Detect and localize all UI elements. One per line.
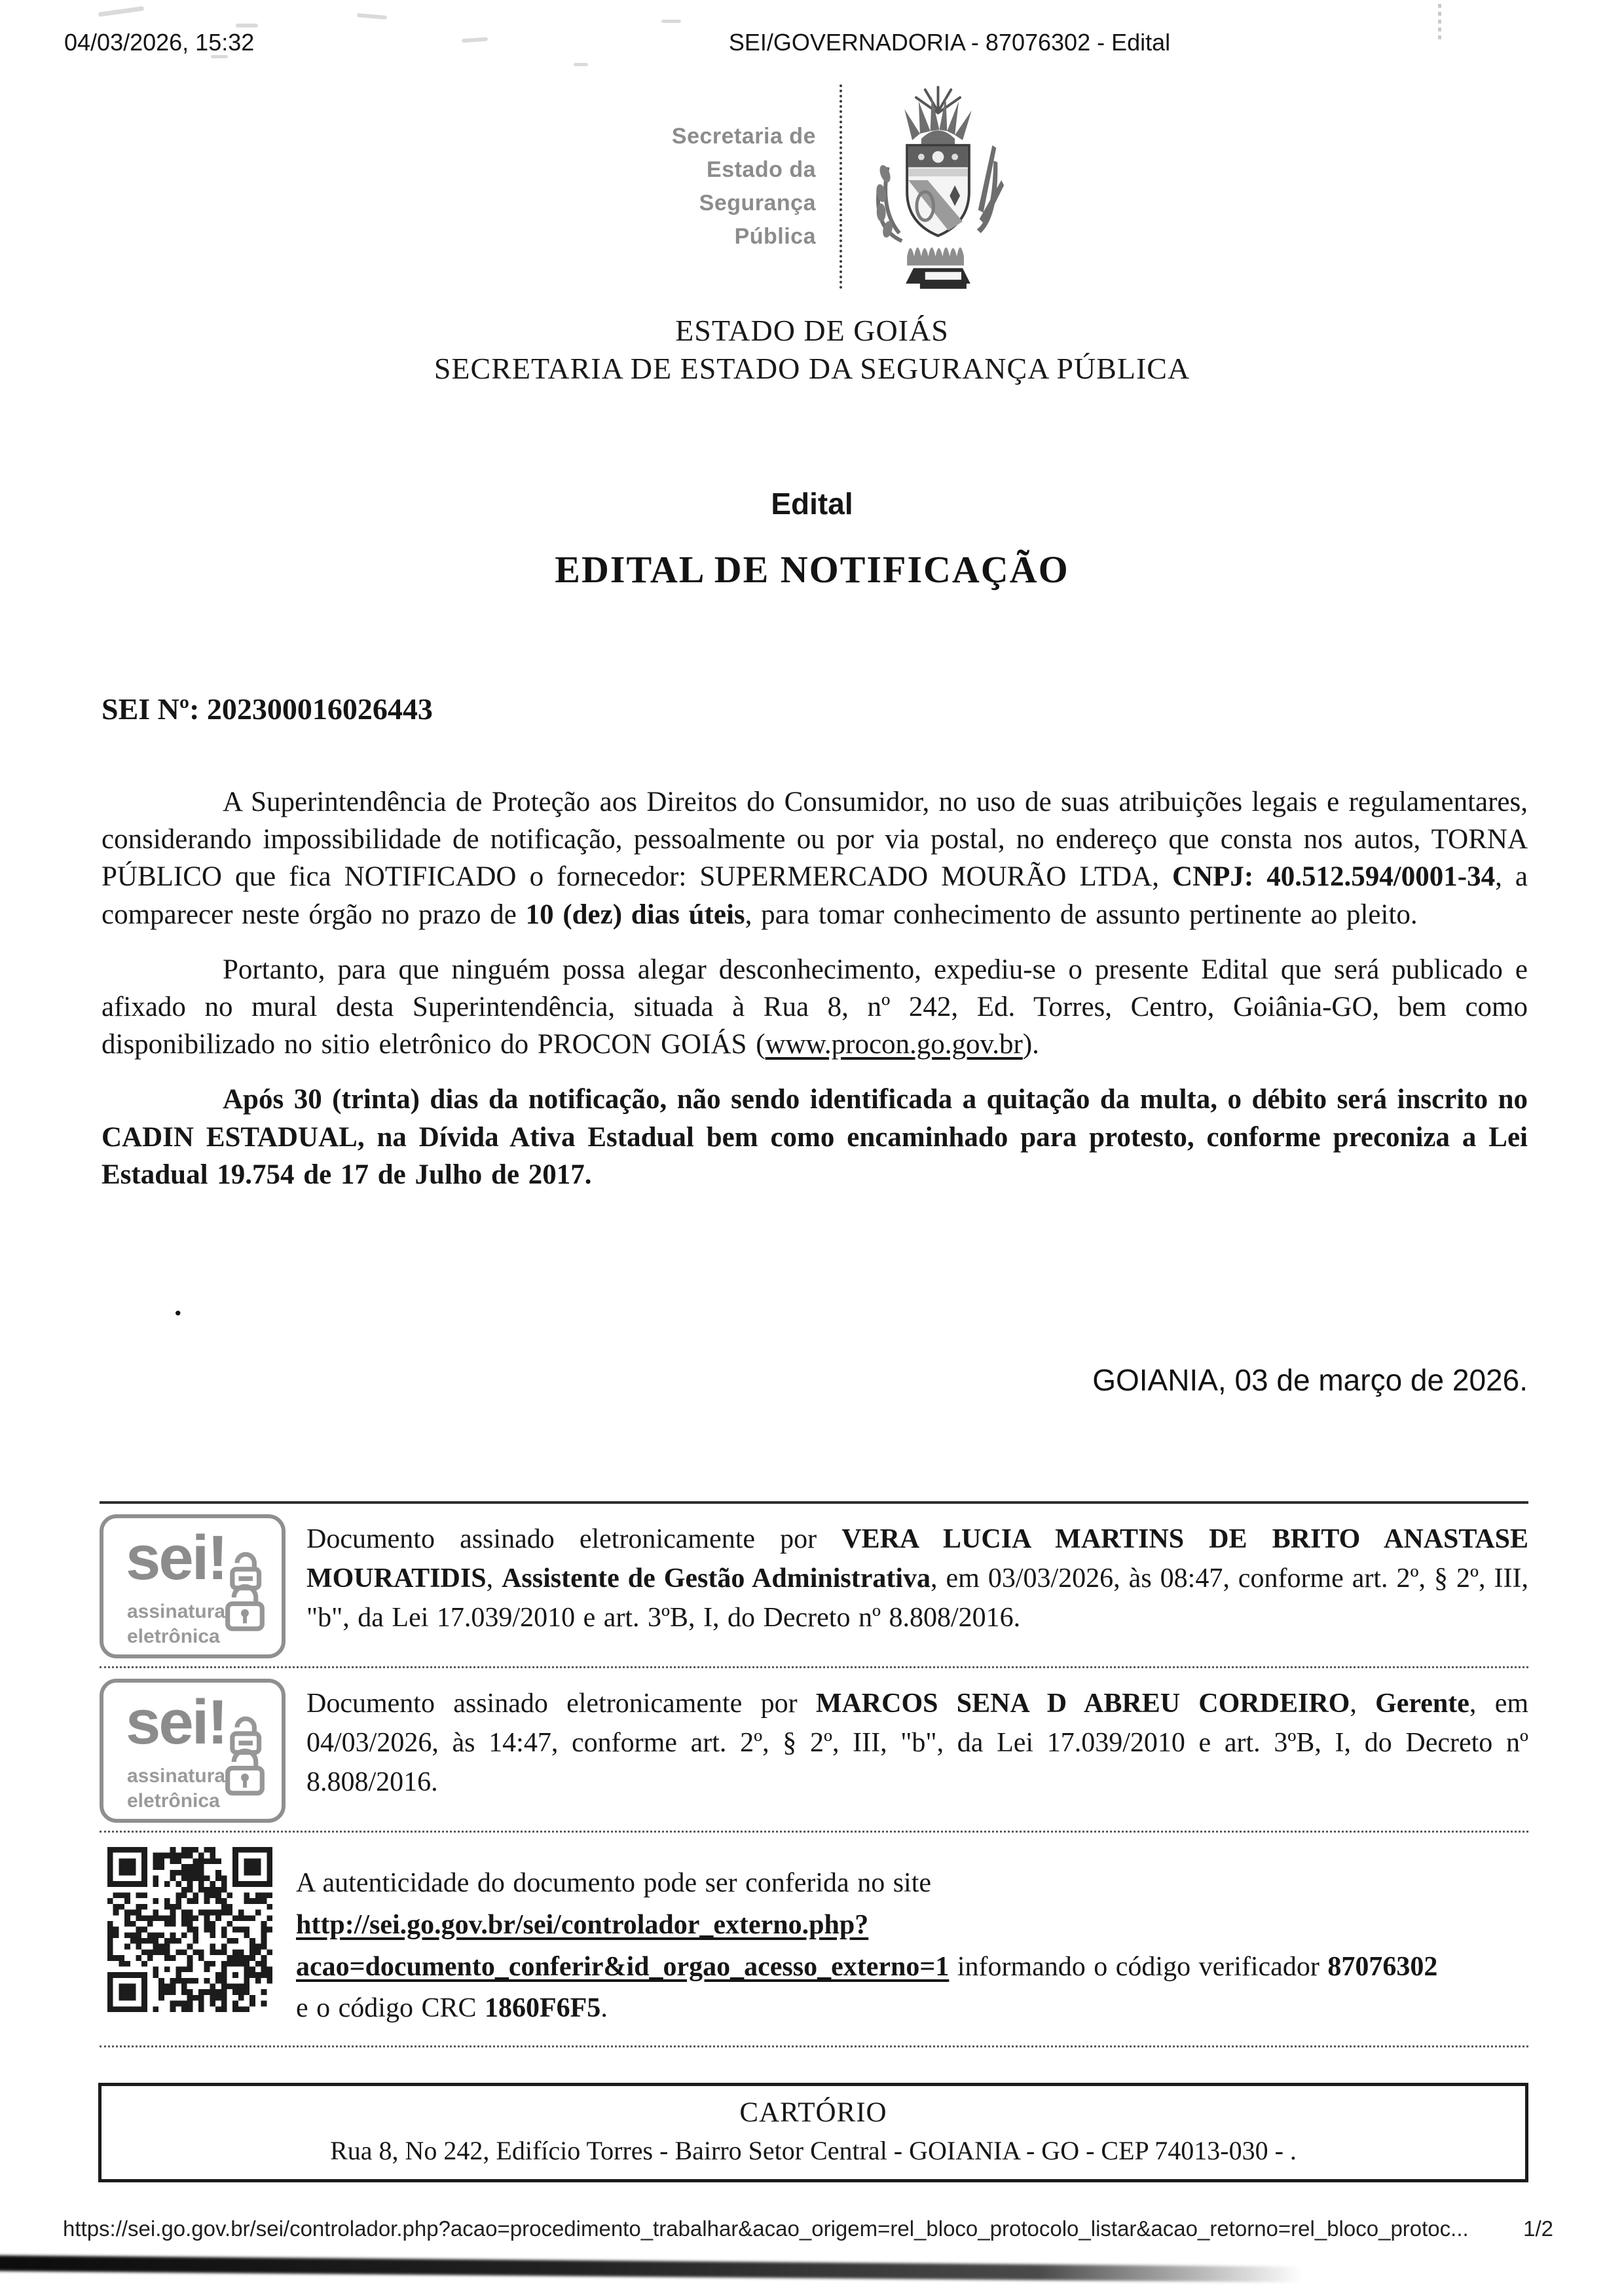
cartorio-title: CARTÓRIO — [739, 2097, 887, 2128]
logo-text-line: Estado da — [707, 157, 816, 182]
edital-body — [101, 783, 1528, 1211]
page-title: EDITAL DE NOTIFICAÇÃO — [555, 548, 1069, 591]
logo-text-line: Segurança — [699, 191, 816, 215]
signature-block — [100, 1504, 1528, 1666]
padlock-icon — [219, 1546, 271, 1633]
body-paragraph: A Superintendência de Proteção aos Direitos do Consumidor, no uso de suas atribuições legais e regulamentares, considerando impossibilidade de notificação, pessoalmente ou por via postal, no endereço que consta nos autos, TORNA PÚBLICO que fica NOTIFICADO o fornecedor: SUPERMERCADO MOURÃO LTDA, CNPJ: 40.512.594/0001-34, a comparecer neste órgão no prazo de 10 (dez) dias úteis, para tomar conhecimento de assunto pertinente ao pleito. — [101, 787, 1528, 930]
verification-text: A autenticidade do documento pode ser conferida no site http://sei.go.gov.br/sei/controlador_externo.php? acao=documento_conferir&id_orgao_acesso_externo=1 informando o código verificador 87076302 e o código CRC 1860F6F5. — [296, 1868, 1438, 2024]
scan-speck — [661, 20, 681, 23]
footer-url: https://sei.go.gov.br/sei/controlador.php?acao=procedimento_trabalhar&acao_origem=rel_bloco_protocolo_listar&acao_retorno=rel_bloco_protoc... — [63, 2216, 1469, 2241]
sei-badge-subtitle-line: eletrônica — [127, 1625, 220, 1647]
body-paragraph: Portanto, para que ninguém possa alegar desconhecimento, expediu-se o presente Edital que será publicado e afixado no mural desta Superintendência, situada à Rua 8, nº 242, Ed. Torres, Centro, Goiânia-GO, bem como disponibilizado no sitio eletrônico do PROCON GOIÁS (www.procon.go.gov.br). — [101, 954, 1528, 1060]
document-reference-header: SEI/GOVERNADORIA - 87076302 - Edital — [728, 29, 1171, 56]
logo-text-line: Secretaria de — [671, 124, 816, 149]
sei-brand: sei! — [126, 1523, 227, 1593]
sei-number: SEI Nº: 202300016026443 — [101, 692, 433, 726]
divider — [100, 2045, 1528, 2047]
agency-logo-block — [0, 83, 1585, 291]
sei-badge-subtitle — [127, 1599, 225, 1649]
sei-brand: sei! — [126, 1687, 227, 1757]
scan-shadow-artifact — [0, 2255, 1303, 2283]
scan-speck — [357, 13, 387, 20]
org-name-state: ESTADO DE GOIÁS — [675, 314, 949, 347]
place-date-line: GOIANIA, 03 de março de 2026. — [1092, 1363, 1528, 1397]
cartorio-address: Rua 8, No 242, Edifício Torres - Bairro Setor Central - GOIANIA - GO - CEP 74013-030 - . — [330, 2136, 1297, 2165]
scan-speck — [574, 63, 588, 66]
qr-code — [107, 1847, 272, 2012]
signature-block — [100, 1668, 1528, 1831]
signature-text: Documento assinado eletronicamente por VERA LUCIA MARTINS DE BRITO ANASTASE MOURATIDIS, Assistente de Gestão Administrativa, em 03/03/2026, às 08:47, conforme art. 2º, § 2º, III, "b", da Lei 17.039/2010 e art. 3ºB, I, do Decreto nº 8.808/2016. — [306, 1524, 1528, 1633]
cartorio-box — [98, 2083, 1528, 2182]
sei-badge-subtitle — [127, 1764, 225, 1813]
org-name-secretariat: SECRETARIA DE ESTADO DA SEGURANÇA PÚBLICA — [434, 352, 1190, 385]
sei-signature-badge — [100, 1514, 286, 1658]
sei-badge-subtitle-line: assinatura — [127, 1765, 226, 1787]
verification-block — [100, 1833, 1528, 2045]
secretariat-logo-text — [534, 120, 816, 253]
document-kind-label: Edital — [771, 487, 853, 521]
signature-text: Documento assinado eletronicamente por MARCOS SENA D ABREU CORDEIRO, Gerente, em 04/03/2026, às 14:47, conforme art. 2º, § 2º, III, "b", da Lei 17.039/2010 e art. 3ºB, I, do Decreto nº 8.808/2016. — [306, 1689, 1528, 1798]
coat-of-arms-icon — [866, 83, 1011, 291]
sei-signature-badge — [100, 1679, 286, 1823]
scan-speck — [236, 24, 258, 28]
scan-speck — [98, 6, 144, 17]
footer-page-indicator: 1/2 — [1523, 2216, 1553, 2241]
logo-text-line: Pública — [734, 224, 816, 249]
print-datetime: 04/03/2026, 15:32 — [64, 29, 255, 56]
stray-period-mark: . — [174, 1288, 182, 1322]
sei-badge-subtitle-line: eletrônica — [127, 1789, 220, 1812]
padlock-icon — [219, 1710, 271, 1798]
sei-badge-subtitle-line: assinatura — [127, 1601, 226, 1622]
logo-divider — [840, 84, 842, 289]
body-paragraph: Após 30 (trinta) dias da notificação, não sendo identificada a quitação da multa, o débito será inscrito no CADIN ESTADUAL, na Dívida Ativa Estadual bem como encaminhado para protesto, conforme preconiza a Lei Estadual 19.754 de 17 de Julho de 2017. — [101, 1084, 1528, 1190]
signature-section — [100, 1501, 1528, 2047]
